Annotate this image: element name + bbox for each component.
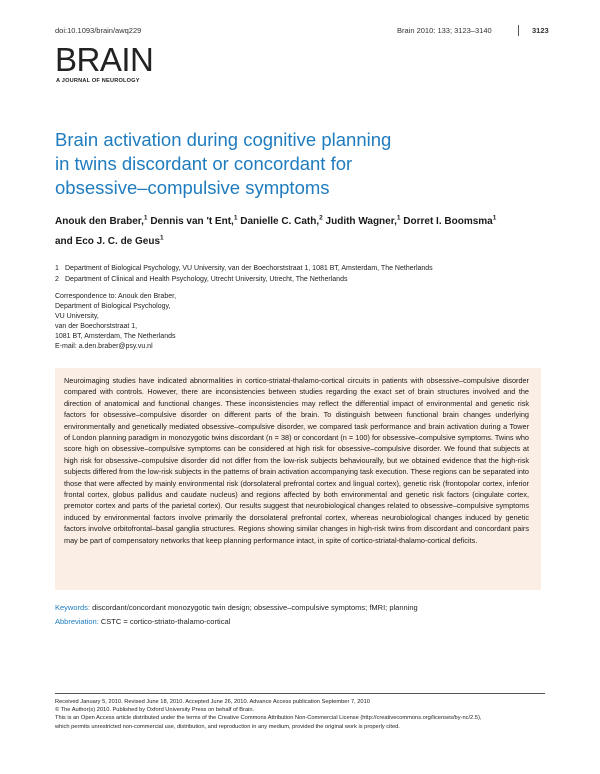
author: Judith Wagner,$^1$ <box>325 215 401 228</box>
author: Dorret I. Boomsma$^1$ <box>403 215 497 228</box>
title-line: obsessive–compulsive symptoms <box>55 177 330 198</box>
correspondence-line: 1081 BT, Amsterdam, The Netherlands <box>55 333 176 340</box>
affiliation: 1 Department of Biological Psychology, VU University, van der Boechorststraat 1, 1081 BT, Amsterdam, The Netherlands <box>55 265 433 272</box>
author: Danielle C. Cath,$^2$ <box>240 215 323 228</box>
footer-copyright: © The Author(s) 2010. Published by Oxford University Press on behalf of Brain. <box>55 707 255 714</box>
author: Dennis van 't Ent,$^1$ <box>150 215 238 228</box>
abstract-text: Neuroimaging studies have indicated abnormalities in cortico-striatal-thalamo-cortical circuits in patients with obsessive–compulsive disorder compared with controls. However, there are inconsistencies between studies regarding the exact set of brain structures involved and the direction of anatomical and functional changes. These inconsistencies may reflect the differential impact of environmental and genetic risk factors for obsessive–compulsive disorder on different parts of the brain. To distinguish between functional brain changes underlying environmentally and genetically mediated obsessive–compulsive disorder, we compared task performance and brain activation during a Tower of London planning paradigm in monozygotic twins discordant (n = 38) or concordant (n = 100) for obsessive–compulsive symptoms. Twins who score high on obsessive–compulsive symptoms can be considered at high risk for obsessive–compulsive disorder. We found that subjects at high risk for obsessive–compulsive disorder did not differ from the low-risk subjects behaviourally, but we obtained evidence that the high-risk subjects differed from the low-risk subjects in the patterns of brain activation accompanying task execution. These regions can be separated into those that were affected by mainly environmental risk (dorsolateral prefrontal cortex and lingual cortex), genetic risk (frontopolar cortex, inferior frontal cortex, globus pallidus and caudate nucleus) and regions affected by both environmental and genetic risk factors (cingulate cortex, premotor cortex and parts of the parietal cortex). Our results suggest that neurobiological changes related to obsessive–compulsive symptoms induced by environmental factors involve primarily the dorsolateral prefrontal cortex, whereas neurobiological changes induced by genetic factors involve orbitofrontal–basal ganglia structures. Regions showing similar changes in high-risk twins from discordant and concordant pairs may be part of compensatory networks that keep planning performance intact, in spite of cortico-striatal-thalamo-cortical deficits. <box>64 376 529 545</box>
keywords-text: discordant/concordant monozygotic twin design; obsessive–compulsive symptoms; fMRI; planning <box>92 603 418 612</box>
abbreviation-text: CSTC = cortico-striato-thalamo-cortical <box>100 617 231 626</box>
affiliation-marker: 1 <box>233 215 238 222</box>
affiliation-marker: 2 <box>319 215 323 222</box>
keywords <box>55 603 418 612</box>
abbreviations <box>55 617 230 626</box>
header-divider <box>518 25 519 36</box>
affiliation-marker: 1 <box>396 215 401 222</box>
correspondence-line: Department of Biological Psychology, <box>55 303 171 310</box>
doi: doi:10.1093/brain/awq229 <box>55 26 142 35</box>
journal-logo: BRAIN <box>55 41 154 78</box>
journal-reference: Brain 2010: 133; 3123–3140 <box>397 26 492 35</box>
footer-license: This is an Open Access article distributed under the terms of the Creative Commons Attribution Non-Commercial License (http://creativecommons.org/licenses/by-nc/2.5), <box>55 715 482 722</box>
footer-license-cont: which permits unrestricted non-commercial use, distribution, and reproduction in any medium, provided the original work is properly cited. <box>55 723 400 730</box>
correspondence-block <box>55 292 176 352</box>
affiliation-marker: 1 <box>160 234 164 242</box>
page-number: 3123 <box>532 26 549 35</box>
author: Anouk den Braber,$^1$ <box>55 215 148 228</box>
title-line: Brain activation during cognitive planning <box>55 129 392 150</box>
correspondence-line: van der Boechorststraat 1, <box>55 323 138 330</box>
affiliation-marker: 1 <box>492 215 497 222</box>
title-line: in twins discordant or concordant for <box>55 153 353 174</box>
journal-subtitle: A JOURNAL OF NEUROLOGY <box>56 78 140 84</box>
affiliation-marker: 1 <box>143 215 148 222</box>
author-list <box>55 211 555 250</box>
abbreviation-label: Abbreviation: <box>55 617 99 626</box>
article-title <box>55 128 535 200</box>
correspondence-line: Correspondence to: Anouk den Braber, <box>55 293 177 300</box>
correspondence-line: VU University, <box>55 313 99 320</box>
footer-divider <box>55 693 545 694</box>
author: and Eco J. C. de Geus$^1$ <box>55 234 164 247</box>
correspondence-email: E-mail: a.den.braber@psy.vu.nl <box>55 343 153 350</box>
affiliations <box>55 264 433 285</box>
footer-dates: Received January 5, 2010. Revised June 18, 2010. Accepted June 26, 2010. Advance Access publication September 7, 2010 <box>55 699 370 705</box>
footer-notes <box>55 698 547 731</box>
affiliation: 2 Department of Clinical and Health Psychology, Utrecht University, Utrecht, The Netherlands <box>55 275 348 283</box>
keywords-label: Keywords: <box>55 603 91 612</box>
